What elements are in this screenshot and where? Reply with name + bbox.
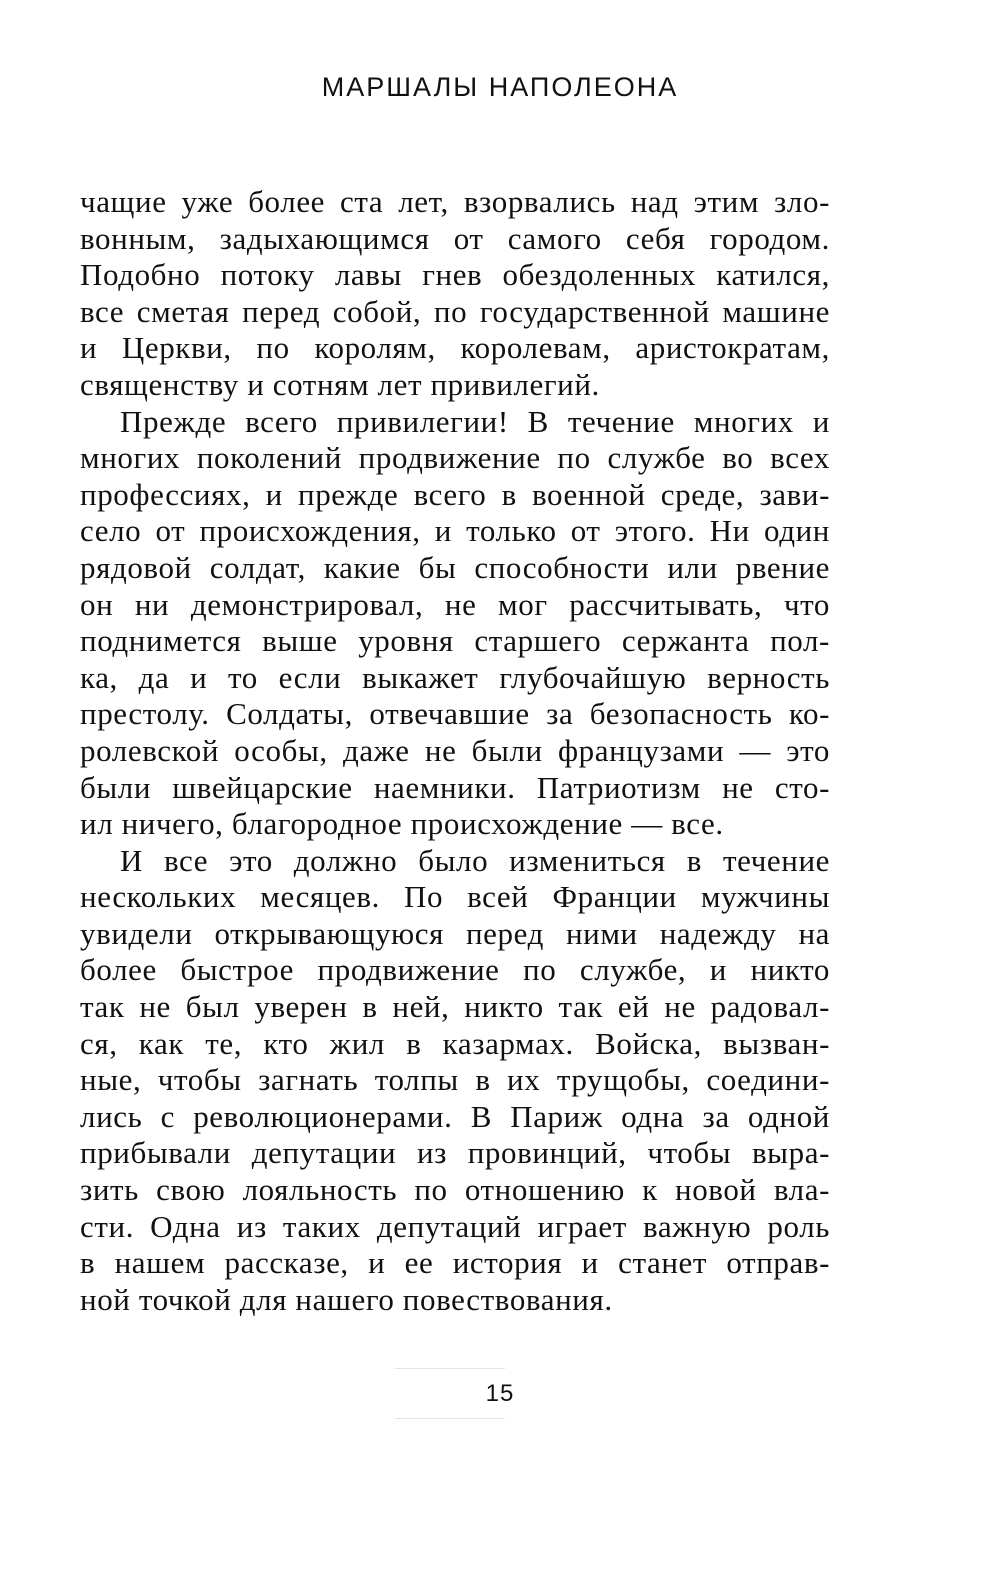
text-line: ка, да и то если выкажет глубочайшую верность xyxy=(80,659,830,695)
text-line: чащие уже более ста лет, взорвались над этим зло- xyxy=(80,184,830,219)
paragraph xyxy=(80,843,830,1319)
text-line: ролевской особы, даже не были французами — это xyxy=(80,732,830,768)
text-line: увидели открывающуюся перед ними надежду на xyxy=(80,915,830,951)
text-line: ные, чтобы загнать толпы в их трущобы, соедини- xyxy=(80,1062,830,1098)
text-line: так не был уверен в ней, никто так ей не радовал- xyxy=(80,989,830,1025)
text-line: все сметая перед собой, по государственной машине xyxy=(80,293,830,329)
text-line: он ни демонстрировал, не мог рассчитывать, что xyxy=(80,586,830,622)
running-head-title: МАРШАЛЫ НАПОЛЕОНА xyxy=(321,72,679,102)
paragraph xyxy=(80,184,830,404)
text-line: в нашем рассказе, и ее история и станет отправ- xyxy=(80,1245,830,1281)
text-line: вонным, задыхающимся от самого себя городом. xyxy=(80,220,830,256)
text-line: рядовой солдат, какие бы способности или рвение xyxy=(80,549,830,585)
text-line: село от происхождения, и только от этого. Ни один xyxy=(80,513,830,549)
text-line: сти. Одна из таких депутаций играет важную роль xyxy=(80,1208,830,1244)
text-line: ил ничего, благородное происхождение — все. xyxy=(80,806,724,842)
text-line: поднимется выше уровня старшего сержанта пол- xyxy=(80,623,830,659)
text-line: более быстрое продвижение по службе, и никто xyxy=(80,952,830,988)
text-line: были швейцарские наемники. Патриотизм не сто- xyxy=(80,769,830,805)
text-line: Подобно потоку лавы гнев обездоленных катился, xyxy=(80,257,830,293)
text-line: и Церкви, по королям, королевам, аристократам, xyxy=(80,330,830,366)
text-line: престолу. Солдаты, отвечавшие за безопасность ко- xyxy=(80,696,830,732)
text-line: зить свою лояльность по отношению к новой вла- xyxy=(80,1172,830,1208)
body-text xyxy=(80,184,830,1318)
text-line: ся, как те, кто жил в казармах. Войска, вызван- xyxy=(80,1025,830,1061)
text-line: многих поколений продвижение по службе во всех xyxy=(80,440,830,476)
folio-top-rule xyxy=(395,1368,505,1369)
text-line: лись с революционерами. В Париж одна за одной xyxy=(80,1098,830,1134)
text-line: профессиях, и прежде всего в военной среде, зави- xyxy=(80,476,830,512)
page-number: 15 xyxy=(485,1380,515,1407)
folio-bottom-rule xyxy=(395,1418,505,1419)
text-line: И все это должно было измениться в течение xyxy=(120,842,830,878)
text-line: нескольких месяцев. По всей Франции мужчины xyxy=(80,879,830,915)
text-line: Прежде всего привилегии! В течение многих и xyxy=(120,403,830,439)
text-line: ной точкой для нашего повествования. xyxy=(80,1281,613,1317)
text-line: прибывали депутации из провинций, чтобы выра- xyxy=(80,1135,830,1171)
text-line: священству и сотням лет привилегий. xyxy=(80,366,600,402)
paragraph xyxy=(80,404,830,843)
